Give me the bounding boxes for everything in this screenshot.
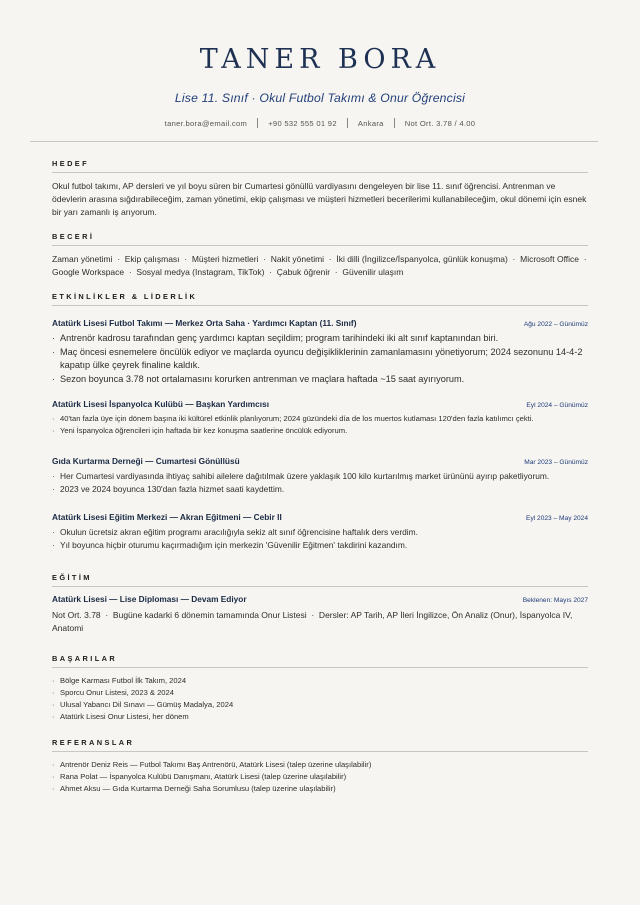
section-title: REFERANSLAR — [52, 738, 588, 752]
education-details: Not Ort. 3.78 · Bugüne kadarki 6 dönemin tamamında Onur Listesi · Dersler: AP Tarih, AP İleri İngilizce, Ön Analiz (Onur), İspanyolca IV, Anatomi — [52, 610, 575, 633]
list-item: · Yeni İspanyolca öğrencileri için haftada bir kez konuşma saatlerine öncülük ediyorum. — [52, 425, 588, 437]
entry-bullets — [52, 526, 588, 552]
entry-title: Gıda Kurtarma Derneği — Cumartesi Gönüllüsü — [52, 456, 240, 466]
entry-date: Beklenen: Mayıs 2027 — [522, 597, 588, 604]
list-item: · Okulun ücretsiz akran eğitim programı aracılığıyla sekiz alt sınıf öğrencisine haftalık ders verdim. — [52, 526, 588, 539]
skills-section — [52, 232, 592, 279]
list-item: · Yıl boyunca hiçbir oturumu kaçırmadığım için merkezin 'Güvenilir Eğitmen' takdirini kazandım. — [52, 539, 588, 552]
references-list — [52, 759, 588, 795]
entry-date: Ağu 2022 – Günümüz — [523, 321, 588, 328]
references-section — [52, 738, 588, 795]
entry-title: Atatürk Lisesi — Lise Diploması — Devam Ediyor — [52, 594, 247, 604]
contact-gpa: Not Ort. 3.78 / 4.00 — [404, 118, 476, 128]
entry-title: Atatürk Lisesi İspanyolca Kulübü — Başkan Yardımcısı — [52, 399, 270, 409]
list-item: · Antrenör kadrosu tarafından genç yardımcı kaptan seçildim; program tarihindeki iki alt sınıf kaptanından biri. — [52, 332, 588, 346]
activities-section — [52, 292, 588, 313]
section-title: EĞİTİM — [52, 573, 588, 587]
contact-line — [52, 118, 588, 128]
entry-bullets — [52, 413, 588, 437]
entry-date: Eyl 2023 – May 2024 — [526, 515, 588, 522]
activity-entry — [52, 512, 588, 552]
entry-bullets — [52, 470, 588, 496]
candidate-subtitle: Lise 11. Sınıf · Okul Futbol Takımı & Onur Öğrencisi — [174, 91, 466, 105]
section-title: BECERİ — [52, 232, 588, 246]
list-item: · Atatürk Lisesi Onur Listesi, her dönem — [52, 711, 588, 723]
section-title: ETKİNLİKLER & LİDERLİK — [52, 292, 588, 306]
objective-text: Okul futbol takımı, AP dersleri ve yıl boyu süren bir Cumartesi gönüllü vardiyasını dengeleyen bir lise 11. sınıf öğrencisi. Antrenman ve ödevlerin arasına sığdırabileceğim, zaman yönetimi, ekip çalışması ve müşteri hizmetleri becerilerimi kullanabileceğim, okul dönemi için esnek bir yarı zamanlı iş arıyorum. — [52, 181, 587, 217]
education-section — [52, 573, 588, 635]
objective-section — [52, 159, 588, 219]
contact-email[interactable]: taner.bora@email.com — [164, 118, 248, 128]
list-item: · Her Cumartesi vardiyasında ihtiyaç sahibi ailelere dağıtılmak üzere yaklaşık 100 kilo kurtarılmış market ürününü ayırıp paketliyorum. — [52, 470, 588, 483]
contact-phone[interactable]: +90 532 555 01 92 — [268, 118, 337, 128]
header-divider — [30, 141, 598, 142]
contact-divider — [394, 118, 395, 128]
list-item: · Antrenör Deniz Reis — Futbol Takımı Baş Antrenörü, Atatürk Lisesi (talep üzerine ulaşılabilir) — [52, 759, 588, 771]
list-item: · Bölge Karması Futbol İlk Takım, 2024 — [52, 675, 588, 687]
achievements-section — [52, 654, 588, 723]
contact-city: Ankara — [357, 118, 384, 128]
list-item: · 2023 ve 2024 boyunca 130'dan fazla hizmet saati kaydettim. — [52, 483, 588, 496]
skills-list: Zaman yönetimi · Ekip çalışması · Müşteri hizmetleri · Nakit yönetimi · İki dilli (İngilizce/İspanyolca, günlük konuşma) · Microsoft Office · Google Workspace · Sosyal medya (Instagram, TikTok) · Çabuk öğrenir · Güvenilir ulaşım — [52, 254, 592, 277]
list-item: · Ahmet Aksu — Gıda Kurtarma Derneği Saha Sorumlusu (talep üzerine ulaşılabilir) — [52, 783, 588, 795]
entry-date: Eyl 2024 – Günümüz — [526, 402, 588, 409]
candidate-name: TANER BORA — [199, 44, 441, 75]
list-item: · Ulusal Yabancı Dil Sınavı — Gümüş Madalya, 2024 — [52, 699, 588, 711]
entry-title: Atatürk Lisesi Futbol Takımı — Merkez Orta Saha · Yardımcı Kaptan (11. Sınıf) — [52, 318, 357, 328]
contact-divider — [347, 118, 348, 128]
entry-bullets — [52, 332, 588, 386]
activity-entry — [52, 318, 588, 386]
list-item: · 40'tan fazla üye için dönem başına iki kültürel etkinlik planlıyorum; 2024 güzündeki día de los muertos kutlaması 120'den fazla katılımcı çekti. — [52, 413, 588, 425]
section-title: BAŞARILAR — [52, 654, 588, 668]
list-item: · Rana Polat — İspanyolca Kulübü Danışmanı, Atatürk Lisesi (talep üzerine ulaşılabilir) — [52, 771, 588, 783]
list-item: · Maç öncesi esnemelere öncülük ediyor ve maçlarda oyuncu değişikliklerinin zamanlamasını yönetiyorum; 2024 sezonunu 14-4-2 kapatıp ülke çeyrek finaline kaldık. — [52, 346, 588, 373]
achievements-list — [52, 675, 588, 723]
activity-entry — [52, 399, 588, 437]
contact-divider — [257, 118, 258, 128]
activity-entry — [52, 456, 588, 496]
list-item: · Sporcu Onur Listesi, 2023 & 2024 — [52, 687, 588, 699]
list-item: · Sezon boyunca 3.78 not ortalamasını korurken antrenman ve maçlara haftada ~15 saat ayırıyorum. — [52, 373, 588, 387]
entry-date: Mar 2023 – Günümüz — [524, 459, 588, 466]
entry-title: Atatürk Lisesi Eğitim Merkezi — Akran Eğitmeni — Cebir II — [52, 512, 282, 522]
section-title: HEDEF — [52, 159, 588, 173]
